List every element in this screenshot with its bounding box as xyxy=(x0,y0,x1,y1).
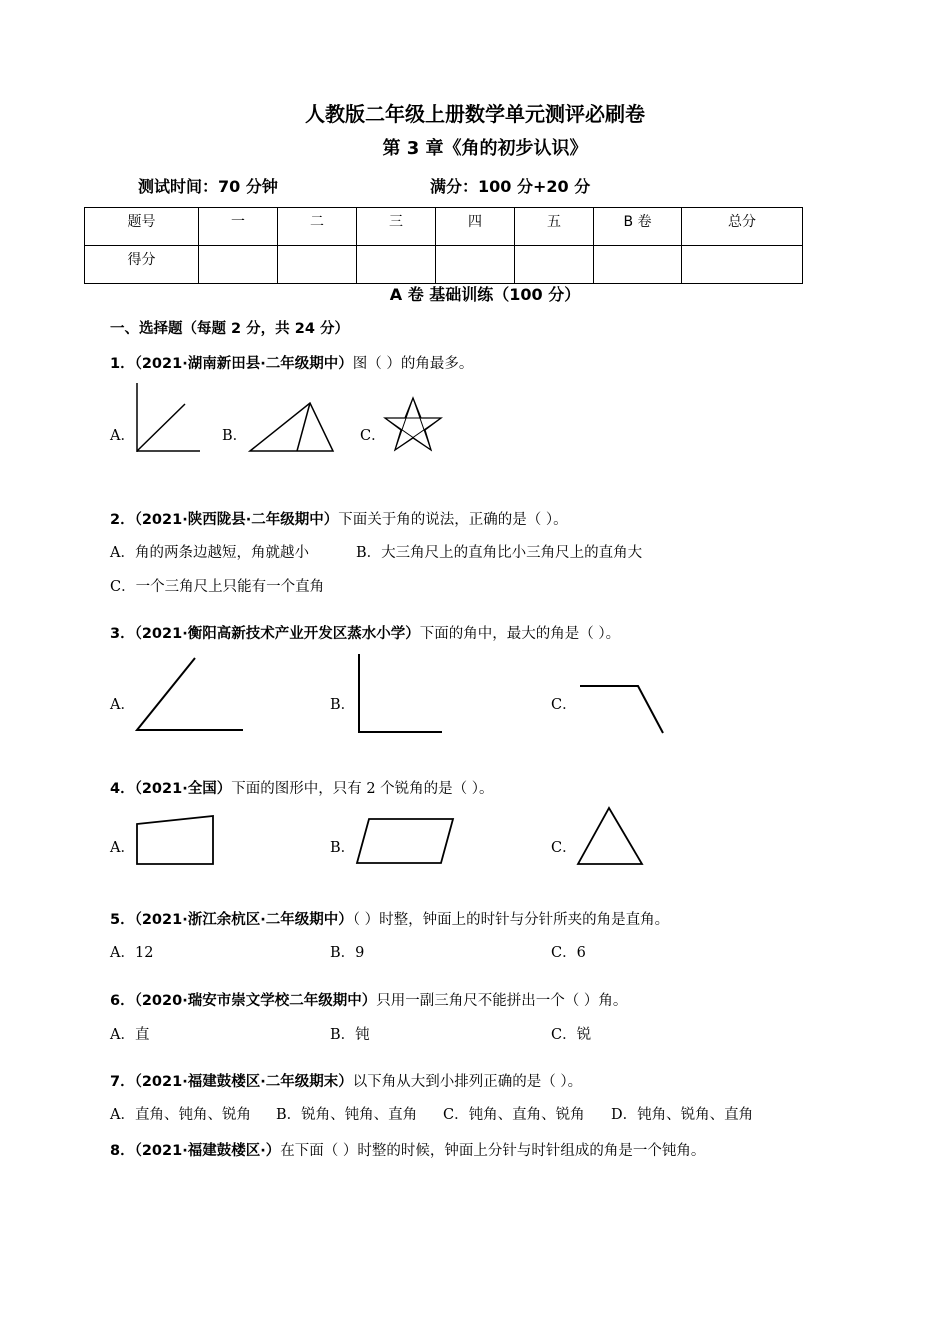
part1-heading: 一、选择题（每题 2 分，共 24 分） xyxy=(110,321,349,337)
q2-option-b[interactable]: B．大三角尺上的直角比小三角尺上的直角大 xyxy=(356,545,643,561)
question-number: 5． xyxy=(110,912,135,928)
question-number: 3． xyxy=(110,626,135,642)
q4-figure-a xyxy=(135,814,217,868)
question-source: （2021·陕西陇县·二年级期中） xyxy=(134,512,339,528)
question-source: （2021·浙江余杭区·二年级期中） xyxy=(134,912,353,928)
q4-figure-c xyxy=(576,806,646,868)
q3-figure-b xyxy=(356,652,446,736)
score-table xyxy=(84,207,803,284)
score-header-cell: B 卷 xyxy=(594,208,682,246)
question-text: 图（ ）的角最多。 xyxy=(352,356,474,372)
q3-figure-c xyxy=(578,683,668,739)
q4-option-c[interactable]: C． xyxy=(551,840,577,856)
score-row-label: 得分 xyxy=(85,246,199,284)
chapter-subtitle: 第 3 章《角的初步认识》 xyxy=(382,138,588,159)
score-cell[interactable] xyxy=(199,246,278,284)
q7-option-c[interactable]: C．钝角、直角、锐角 xyxy=(443,1107,585,1123)
question-8 xyxy=(110,1139,705,1160)
q2-option-a[interactable]: A．角的两条边越短，角就越小 xyxy=(110,545,309,561)
score-cell[interactable] xyxy=(682,246,803,284)
q4-figure-b xyxy=(355,817,457,867)
question-5 xyxy=(110,908,669,929)
q5-option-b[interactable]: B．9 xyxy=(330,945,365,961)
question-6 xyxy=(110,989,627,1010)
q1-option-c[interactable]: C． xyxy=(360,428,386,444)
q6-option-b[interactable]: B．钝 xyxy=(330,1027,370,1043)
score-header-cell: 题号 xyxy=(85,208,199,246)
q5-option-c[interactable]: C．6 xyxy=(551,945,586,961)
question-number: 8． xyxy=(110,1143,135,1159)
question-source: （2021·福建鼓楼区·） xyxy=(134,1143,281,1159)
question-text: （ ）时整，钟面上的时针与分针所夹的角是直角。 xyxy=(352,912,670,928)
question-7 xyxy=(110,1070,582,1091)
q3-figure-a xyxy=(135,655,247,735)
q4-option-b[interactable]: B． xyxy=(330,840,356,856)
question-text: 下面的图形中，只有 2 个锐角的是（ ）。 xyxy=(231,781,494,797)
question-source: （2021·福建鼓楼区·二年级期末） xyxy=(134,1074,353,1090)
score-header-cell: 总分 xyxy=(682,208,803,246)
q3-option-a[interactable]: A． xyxy=(110,697,135,713)
question-2 xyxy=(110,508,568,529)
test-time: 测试时间：70 分钟 xyxy=(138,177,278,196)
q7-option-b[interactable]: B．锐角、钝角、直角 xyxy=(276,1107,418,1123)
question-number: 7． xyxy=(110,1074,135,1090)
q2-option-c[interactable]: C．一个三角尺上只能有一个直角 xyxy=(110,579,325,595)
question-text: 下面关于角的说法，正确的是（ ）。 xyxy=(338,512,568,528)
question-text: 在下面（ ）时整的时候，钟面上分针与时针组成的角是一个钝角。 xyxy=(280,1143,706,1159)
score-cell[interactable] xyxy=(515,246,594,284)
q6-option-c[interactable]: C．锐 xyxy=(551,1027,592,1043)
score-header-cell: 二 xyxy=(278,208,357,246)
question-4 xyxy=(110,777,494,798)
q5-option-a[interactable]: A．12 xyxy=(110,945,154,961)
score-header-cell: 五 xyxy=(515,208,594,246)
q3-option-b[interactable]: B． xyxy=(330,697,356,713)
q1-figure-a xyxy=(130,380,210,460)
q1-option-b[interactable]: B． xyxy=(222,428,248,444)
question-text: 以下角从大到小排列正确的是（ ）。 xyxy=(352,1074,583,1090)
question-source: （2021·湖南新田县·二年级期中） xyxy=(134,356,353,372)
question-source: （2021·全国） xyxy=(134,781,232,797)
question-text: 下面的角中，最大的角是（ ）。 xyxy=(419,626,621,642)
score-header-cell: 三 xyxy=(357,208,436,246)
score-cell[interactable] xyxy=(278,246,357,284)
q3-option-c[interactable]: C． xyxy=(551,697,577,713)
q1-figure-c xyxy=(385,396,445,454)
score-cell[interactable] xyxy=(594,246,682,284)
q1-option-a[interactable]: A． xyxy=(110,428,135,444)
score-header-cell: 四 xyxy=(436,208,515,246)
question-source: （2020·瑞安市崇文学校二年级期中） xyxy=(134,993,377,1009)
q6-option-a[interactable]: A．直 xyxy=(110,1027,150,1043)
score-table-row xyxy=(85,246,803,284)
q1-figure-b xyxy=(245,398,340,458)
full-score: 满分：100 分+20 分 xyxy=(430,177,591,196)
score-cell[interactable] xyxy=(436,246,515,284)
score-cell[interactable] xyxy=(357,246,436,284)
score-table-header-row xyxy=(85,208,803,246)
q7-option-a[interactable]: A．直角、钝角、锐角 xyxy=(110,1107,251,1123)
question-3 xyxy=(110,622,620,643)
q4-option-a[interactable]: A． xyxy=(110,840,135,856)
page-title: 人教版二年级上册数学单元测评必刷卷 xyxy=(305,102,645,126)
question-number: 2． xyxy=(110,512,135,528)
score-header-cell: 一 xyxy=(199,208,278,246)
question-text: 只用一副三角尺不能拼出一个（ ）角。 xyxy=(376,993,628,1009)
question-number: 1． xyxy=(110,356,135,372)
question-source: （2021·衡阳高新技术产业开发区蒸水小学） xyxy=(134,626,420,642)
question-number: 4． xyxy=(110,781,135,797)
question-1 xyxy=(110,352,473,373)
q7-option-d[interactable]: D．钝角、锐角、直角 xyxy=(611,1107,754,1123)
question-number: 6． xyxy=(110,993,135,1009)
section-a-heading: A 卷 基础训练（100 分） xyxy=(389,285,581,304)
